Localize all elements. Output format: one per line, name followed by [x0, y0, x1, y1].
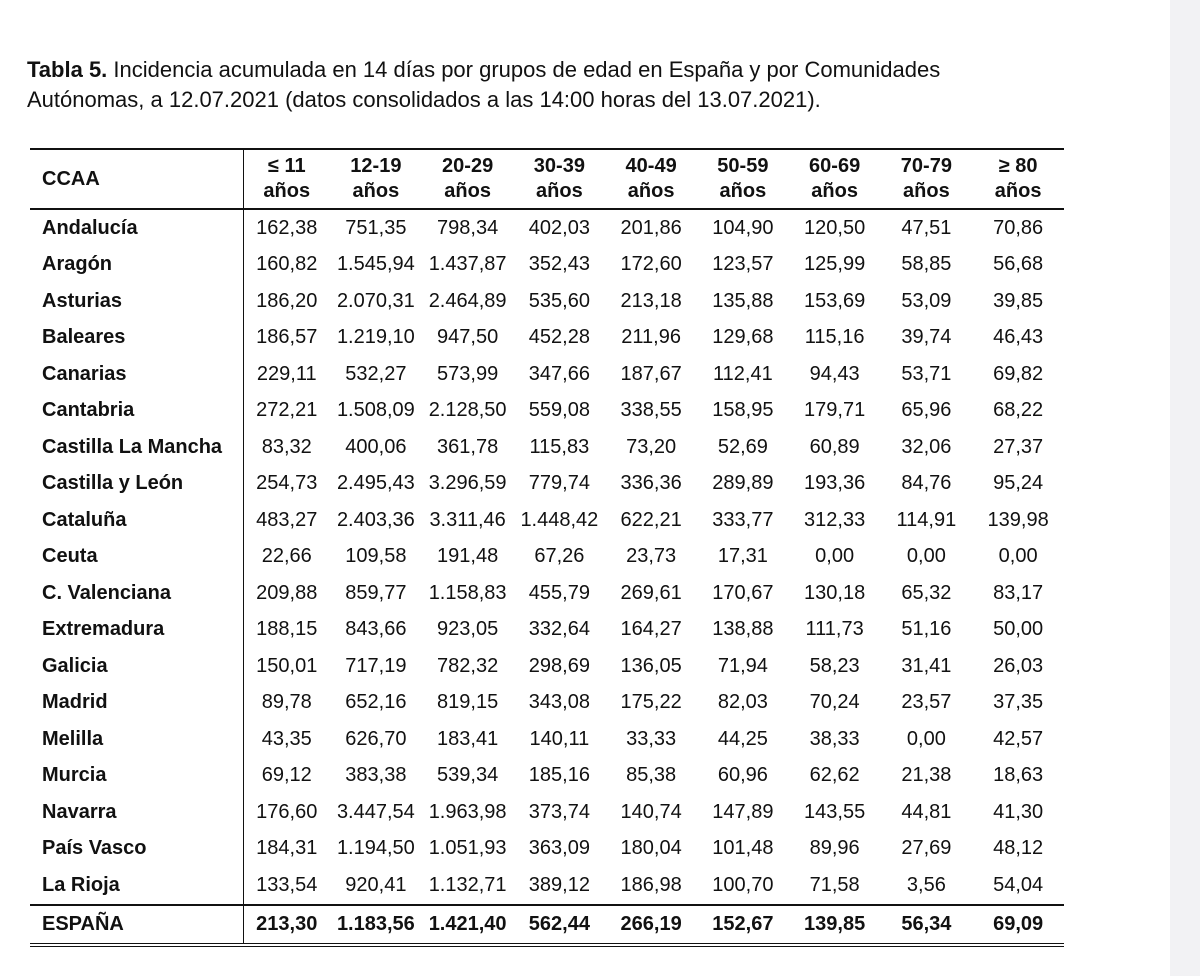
incidence-cell: 193,36: [804, 472, 866, 495]
incidence-cell: 186,20: [256, 289, 318, 312]
region-name: ESPAÑA: [30, 905, 243, 945]
incidence-cell: 361,78: [437, 435, 499, 458]
incidence-cell: 172,60: [620, 253, 682, 276]
table-row: [30, 247, 1064, 284]
incidence-cell: 1.183,56: [330, 905, 422, 945]
incidence-cell: 47,51: [901, 216, 952, 239]
incidence-cell: 336,36: [620, 472, 682, 495]
incidence-cell: 170,67: [712, 581, 774, 604]
incidence-cell: 2.128,50: [428, 399, 507, 422]
incidence-cell: 101,48: [712, 837, 774, 860]
incidence-cell: 44,81: [901, 800, 952, 823]
incidence-cell: 1.421,40: [422, 905, 514, 945]
incidence-cell: 183,41: [437, 727, 499, 750]
incidence-cell: 56,34: [881, 905, 973, 945]
incidence-cell: 782,32: [437, 654, 499, 677]
incidence-cell: 333,77: [712, 508, 774, 531]
region-name: Castilla La Mancha: [30, 429, 243, 466]
incidence-cell: 18,63: [993, 764, 1044, 787]
header-label-line2: años: [994, 180, 1042, 202]
table-row: [30, 867, 1064, 905]
region-name: Madrid: [30, 685, 243, 722]
incidence-cell: 100,70: [712, 873, 774, 896]
incidence-cell: 160,82: [256, 253, 318, 276]
incidence-cell: 272,21: [256, 399, 318, 422]
total-row: [30, 905, 1064, 945]
incidence-cell: 73,20: [626, 435, 677, 458]
incidence-table: [30, 148, 1064, 947]
incidence-cell: 184,31: [256, 837, 318, 860]
incidence-cell: 338,55: [620, 399, 682, 422]
incidence-cell: 115,83: [529, 435, 590, 458]
incidence-cell: 923,05: [437, 618, 499, 641]
incidence-cell: 819,15: [437, 691, 499, 714]
incidence-cell: 84,76: [901, 472, 952, 495]
incidence-cell: 859,77: [345, 581, 407, 604]
region-name: Galicia: [30, 648, 243, 685]
incidence-cell: 69,09: [972, 905, 1064, 945]
incidence-cell: 83,17: [993, 581, 1044, 604]
incidence-cell: 26,03: [993, 654, 1044, 677]
incidence-cell: 187,67: [620, 362, 682, 385]
incidence-cell: 455,79: [528, 581, 590, 604]
incidence-cell: 48,12: [993, 837, 1044, 860]
incidence-cell: 82,03: [717, 691, 768, 714]
header-label-line2: años: [536, 180, 583, 202]
incidence-cell: 44,25: [717, 727, 768, 750]
header-label-line2: años: [444, 180, 491, 202]
caption-text-line1: Incidencia acumulada en 14 días por grupos de edad en España y por Comunidades: [113, 57, 941, 82]
incidence-cell: 626,70: [345, 727, 407, 750]
incidence-cell: 201,86: [620, 216, 682, 239]
incidence-cell: 179,71: [804, 399, 866, 422]
incidence-cell: 539,34: [437, 764, 499, 787]
header-label-line1: ≤ 11: [267, 155, 306, 177]
incidence-cell: 85,38: [626, 764, 677, 787]
header-label-line1: 40-49: [625, 155, 677, 177]
header-label-line2: años: [263, 180, 311, 202]
incidence-cell: 254,73: [256, 472, 318, 495]
incidence-cell: 3,56: [906, 873, 946, 896]
incidence-cell: 27,69: [901, 837, 952, 860]
incidence-cell: 153,69: [804, 289, 866, 312]
incidence-cell: 38,33: [809, 727, 860, 750]
region-name: Baleares: [30, 320, 243, 357]
incidence-cell: 269,61: [620, 581, 682, 604]
header-age-50-59: [697, 149, 789, 209]
region-name: Aragón: [30, 247, 243, 284]
incidence-cell: 56,68: [993, 253, 1044, 276]
incidence-cell: 402,03: [528, 216, 590, 239]
incidence-cell: 65,96: [901, 399, 952, 422]
table-row: [30, 575, 1064, 612]
incidence-cell: 1.545,94: [336, 253, 415, 276]
incidence-cell: 139,85: [789, 905, 881, 945]
header-age-0-11: [243, 149, 330, 209]
incidence-cell: 139,98: [987, 508, 1049, 531]
region-name: Navarra: [30, 794, 243, 831]
incidence-cell: 54,04: [993, 873, 1044, 896]
incidence-cell: 3.296,59: [428, 472, 507, 495]
header-age-80-plus: [972, 149, 1064, 209]
incidence-cell: 95,24: [993, 472, 1044, 495]
caption-label: Tabla 5.: [27, 57, 108, 82]
incidence-cell: 266,19: [605, 905, 697, 945]
header-age-60-69: [789, 149, 881, 209]
incidence-cell: 23,57: [901, 691, 952, 714]
region-name: Extremadura: [30, 612, 243, 649]
table-row: [30, 356, 1064, 393]
incidence-cell: 89,78: [261, 691, 312, 714]
incidence-cell: 50,00: [993, 618, 1044, 641]
incidence-cell: 60,96: [717, 764, 768, 787]
incidence-cell: 143,55: [804, 800, 866, 823]
incidence-cell: 363,09: [528, 837, 590, 860]
incidence-cell: 312,33: [804, 508, 866, 531]
table-row: [30, 539, 1064, 576]
incidence-cell: 43,35: [261, 727, 312, 750]
incidence-cell: 452,28: [528, 326, 590, 349]
incidence-cell: 112,41: [713, 362, 773, 385]
incidence-cell: 347,66: [528, 362, 590, 385]
header-label-line2: años: [627, 180, 675, 202]
incidence-cell: 2.495,43: [336, 472, 415, 495]
header-age-20-29: [422, 149, 514, 209]
header-ccaa: CCAA: [30, 149, 243, 209]
header-age-12-19: [330, 149, 422, 209]
caption-text-line2: Autónomas, a 12.07.2021 (datos consolidados a las 14:00 horas del 13.07.2021).: [27, 87, 821, 112]
region-name: C. Valenciana: [30, 575, 243, 612]
incidence-cell: 150,01: [256, 654, 318, 677]
incidence-cell: 42,57: [993, 727, 1044, 750]
incidence-cell: 115,16: [804, 326, 865, 349]
table-row: [30, 393, 1064, 430]
incidence-cell: 1.219,10: [336, 326, 415, 349]
incidence-cell: 94,43: [809, 362, 860, 385]
incidence-cell: 1.963,98: [428, 800, 507, 823]
region-name: Ceuta: [30, 539, 243, 576]
incidence-cell: 2.070,31: [336, 289, 415, 312]
incidence-cell: 104,90: [712, 216, 774, 239]
table-row: [30, 758, 1064, 795]
incidence-cell: 23,73: [626, 545, 677, 568]
incidence-cell: 3.447,54: [336, 800, 415, 823]
incidence-cell: 176,60: [256, 800, 318, 823]
incidence-cell: 2.403,36: [336, 508, 415, 531]
table-row: [30, 466, 1064, 503]
incidence-cell: 39,85: [993, 289, 1044, 312]
incidence-cell: 71,94: [717, 654, 768, 677]
incidence-cell: 158,95: [712, 399, 774, 422]
region-name: Canarias: [30, 356, 243, 393]
incidence-cell: 535,60: [528, 289, 590, 312]
incidence-cell: 211,96: [621, 326, 681, 349]
incidence-cell: 1.508,09: [336, 399, 415, 422]
table-row: [30, 429, 1064, 466]
incidence-cell: 0,00: [906, 545, 946, 568]
incidence-cell: 532,27: [345, 362, 407, 385]
region-name: Cantabria: [30, 393, 243, 430]
incidence-cell: 920,41: [345, 873, 407, 896]
header-label-line1: 70-79: [900, 155, 952, 177]
incidence-cell: 332,64: [528, 618, 590, 641]
incidence-cell: 1.051,93: [428, 837, 507, 860]
incidence-cell: 123,57: [712, 253, 774, 276]
header-label-line2: años: [903, 180, 950, 202]
table-row: [30, 721, 1064, 758]
incidence-cell: 140,11: [529, 727, 590, 750]
incidence-cell: 1.194,50: [336, 837, 415, 860]
incidence-cell: 0,00: [815, 545, 855, 568]
incidence-cell: 120,50: [804, 216, 866, 239]
page-margin: [1170, 0, 1200, 976]
table-caption: [27, 55, 1027, 115]
incidence-cell: 298,69: [528, 654, 590, 677]
table-row: [30, 831, 1064, 868]
incidence-cell: 135,88: [712, 289, 774, 312]
incidence-cell: 1.448,42: [520, 508, 599, 531]
region-name: Castilla y León: [30, 466, 243, 503]
header-age-70-79: [881, 149, 973, 209]
incidence-cell: 1.158,83: [428, 581, 507, 604]
incidence-cell: 69,12: [261, 764, 312, 787]
header-label-line1: 30-39: [533, 155, 585, 177]
incidence-cell: 180,04: [620, 837, 682, 860]
incidence-cell: 191,48: [437, 545, 499, 568]
incidence-cell: 843,66: [345, 618, 407, 641]
region-name: La Rioja: [30, 867, 243, 905]
table-row: [30, 685, 1064, 722]
incidence-cell: 17,31: [717, 545, 768, 568]
header-label-line1: 60-69: [809, 155, 861, 177]
incidence-cell: 573,99: [437, 362, 499, 385]
incidence-cell: 51,16: [901, 618, 952, 641]
incidence-cell: 1.132,71: [428, 873, 507, 896]
incidence-cell: 52,69: [717, 435, 768, 458]
incidence-cell: 559,08: [528, 399, 590, 422]
incidence-cell: 0,00: [998, 545, 1038, 568]
incidence-cell: 70,86: [993, 216, 1044, 239]
incidence-cell: 39,74: [901, 326, 952, 349]
incidence-cell: 798,34: [437, 216, 499, 239]
incidence-cell: 68,22: [993, 399, 1044, 422]
incidence-cell: 229,11: [256, 362, 317, 385]
incidence-cell: 152,67: [697, 905, 789, 945]
incidence-cell: 185,16: [528, 764, 590, 787]
incidence-cell: 60,89: [809, 435, 860, 458]
header-label-line2: años: [352, 180, 400, 202]
header-row: [30, 149, 1064, 209]
header-label-line1: 50-59: [717, 155, 769, 177]
incidence-cell: 779,74: [528, 472, 590, 495]
incidence-cell: 717,19: [345, 654, 407, 677]
incidence-cell: 33,33: [626, 727, 677, 750]
incidence-cell: 400,06: [345, 435, 407, 458]
incidence-cell: 21,38: [901, 764, 952, 787]
region-name: Cataluña: [30, 502, 243, 539]
incidence-cell: 41,30: [993, 800, 1044, 823]
incidence-cell: 389,12: [528, 873, 590, 896]
incidence-cell: 71,58: [809, 873, 860, 896]
region-name: País Vasco: [30, 831, 243, 868]
region-name: Andalucía: [30, 209, 243, 247]
table-row: [30, 648, 1064, 685]
header-label-line2: años: [719, 180, 767, 202]
header-age-40-49: [605, 149, 697, 209]
header-label-line1: 12-19: [350, 155, 402, 177]
incidence-cell: 3.311,46: [429, 508, 506, 531]
incidence-cell: 147,89: [712, 800, 774, 823]
header-label-line2: años: [811, 180, 858, 202]
region-name: Murcia: [30, 758, 243, 795]
incidence-cell: 652,16: [345, 691, 407, 714]
table-row: [30, 283, 1064, 320]
incidence-cell: 2.464,89: [428, 289, 507, 312]
header-label-line1: 20-29: [442, 155, 494, 177]
region-name: Melilla: [30, 721, 243, 758]
incidence-cell: 213,18: [620, 289, 682, 312]
incidence-cell: 31,41: [901, 654, 952, 677]
table-body: [30, 209, 1064, 945]
incidence-cell: 53,71: [901, 362, 952, 385]
incidence-cell: 58,23: [809, 654, 860, 677]
incidence-cell: 383,38: [345, 764, 407, 787]
region-name: Asturias: [30, 283, 243, 320]
incidence-cell: 89,96: [809, 837, 860, 860]
header-label-line1: ≥ 80: [998, 155, 1038, 177]
incidence-cell: 186,98: [620, 873, 682, 896]
incidence-cell: 114,91: [896, 508, 957, 531]
incidence-cell: 289,89: [712, 472, 774, 495]
incidence-cell: 70,24: [809, 691, 860, 714]
incidence-cell: 186,57: [256, 326, 318, 349]
incidence-cell: 175,22: [620, 691, 682, 714]
incidence-cell: 130,18: [804, 581, 866, 604]
incidence-cell: 136,05: [620, 654, 682, 677]
table-row: [30, 209, 1064, 247]
incidence-cell: 352,43: [528, 253, 590, 276]
incidence-cell: 947,50: [437, 326, 499, 349]
incidence-cell: 1.437,87: [428, 253, 507, 276]
incidence-cell: 109,58: [345, 545, 407, 568]
incidence-cell: 67,26: [534, 545, 585, 568]
incidence-cell: 162,38: [256, 216, 318, 239]
incidence-cell: 22,66: [261, 545, 312, 568]
incidence-cell: 562,44: [514, 905, 606, 945]
table-row: [30, 320, 1064, 357]
incidence-cell: 58,85: [901, 253, 952, 276]
incidence-cell: 111,73: [805, 618, 864, 641]
incidence-cell: 140,74: [620, 800, 682, 823]
header-age-30-39: [514, 149, 606, 209]
incidence-cell: 622,21: [620, 508, 682, 531]
incidence-cell: 53,09: [901, 289, 952, 312]
table-row: [30, 612, 1064, 649]
incidence-cell: 343,08: [528, 691, 590, 714]
incidence-cell: 0,00: [906, 727, 946, 750]
incidence-cell: 32,06: [901, 435, 952, 458]
incidence-cell: 37,35: [993, 691, 1044, 714]
incidence-cell: 751,35: [345, 216, 407, 239]
table-row: [30, 502, 1064, 539]
incidence-cell: 62,62: [809, 764, 860, 787]
incidence-cell: 213,30: [243, 905, 330, 945]
incidence-cell: 46,43: [993, 326, 1044, 349]
table-row: [30, 794, 1064, 831]
incidence-cell: 164,27: [620, 618, 682, 641]
incidence-cell: 83,32: [261, 435, 312, 458]
incidence-cell: 27,37: [993, 435, 1044, 458]
incidence-cell: 188,15: [256, 618, 318, 641]
incidence-cell: 125,99: [804, 253, 866, 276]
incidence-cell: 483,27: [256, 508, 318, 531]
incidence-cell: 69,82: [993, 362, 1044, 385]
incidence-cell: 373,74: [528, 800, 590, 823]
incidence-cell: 133,54: [256, 873, 318, 896]
incidence-cell: 209,88: [256, 581, 318, 604]
incidence-cell: 138,88: [712, 618, 774, 641]
incidence-cell: 129,68: [712, 326, 774, 349]
incidence-cell: 65,32: [901, 581, 952, 604]
